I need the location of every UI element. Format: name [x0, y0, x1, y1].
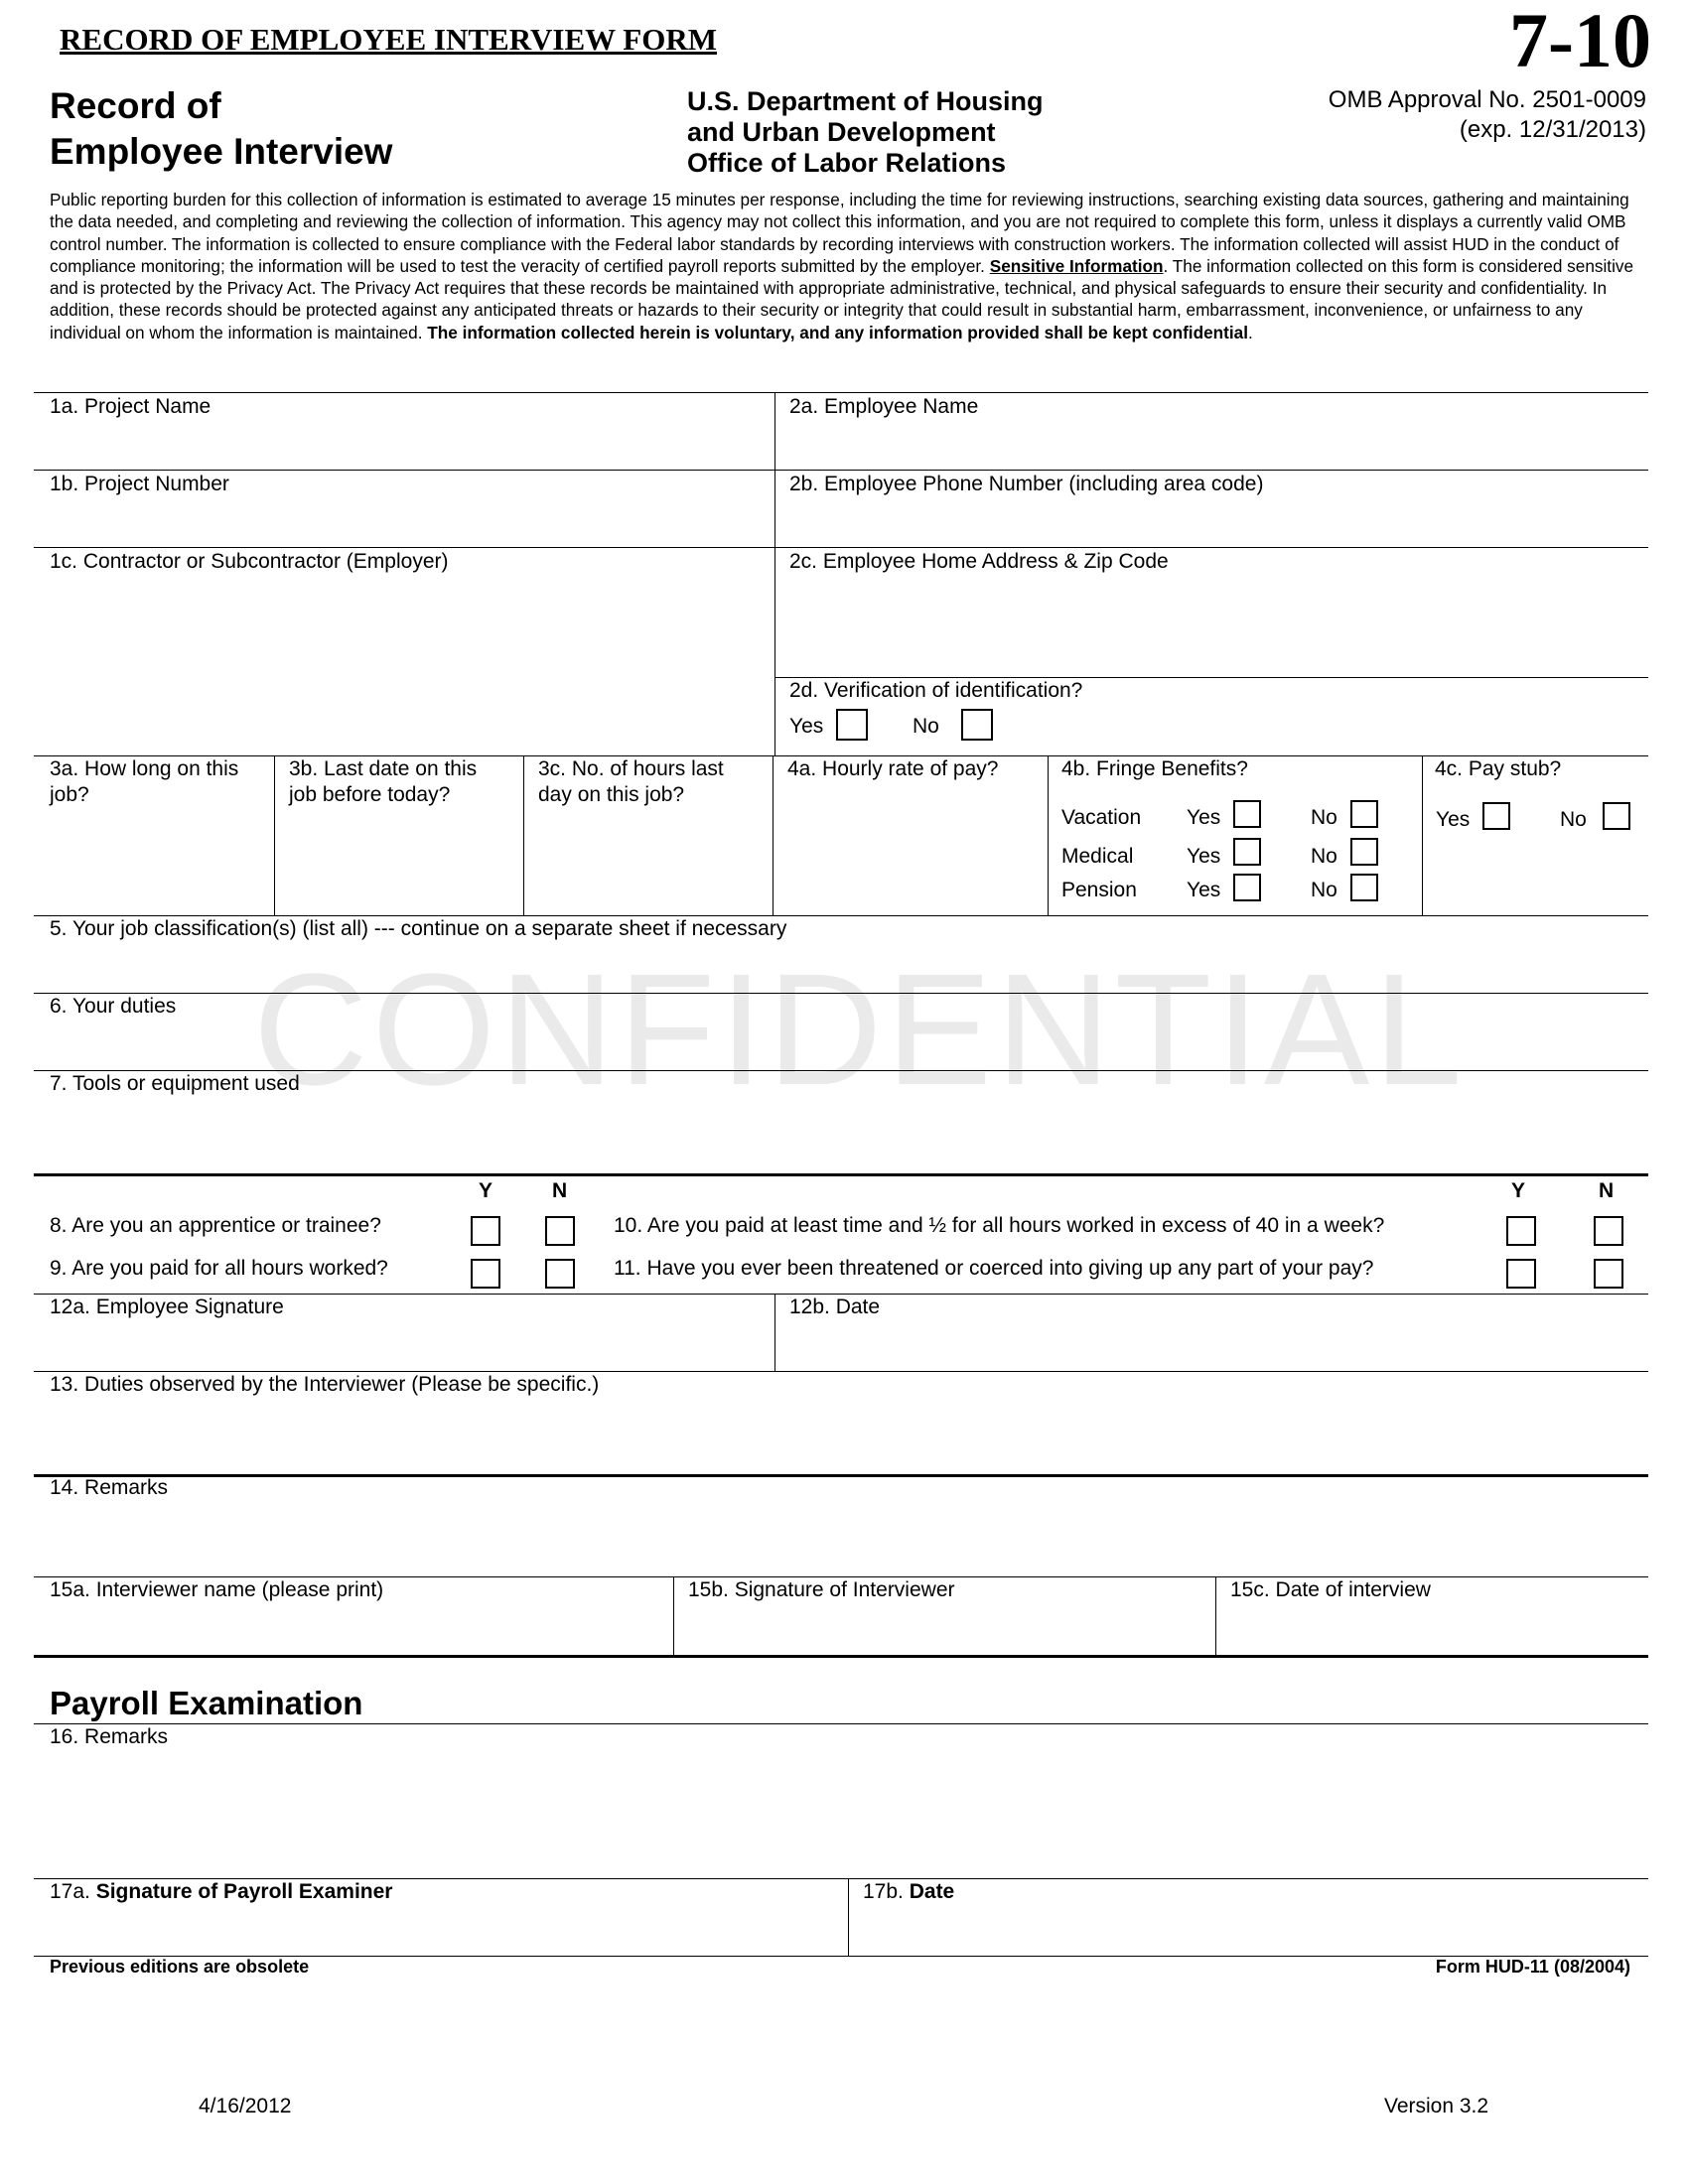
yes-column-header: Y: [1511, 1179, 1526, 1202]
hourly-rate-field[interactable]: [787, 756, 998, 782]
burden-text-2: . The information collected on this form is considered sensitive and is protected by the Privacy Act. The Privacy Act requires that these records be maintained with appropriate administrative, technical, and physical safeguards to ensure their security and confidentiality. In addition, these records should be protected against any anticipated threats or hazards to their security or integrity that could result in substantial harm, embarrassment, inconvenience, or unfairness to any individual on whom the information is maintained.: [50, 255, 1634, 342]
page-title-line2: Employee Interview: [50, 131, 393, 172]
omb-expiration: (exp. 12/31/2013): [1459, 116, 1646, 143]
pension-label: Pension: [1061, 879, 1137, 901]
interviewer-name-field[interactable]: [50, 1577, 383, 1603]
payroll-date-number: 17b.: [863, 1880, 904, 1903]
pay-stub-no-checkbox[interactable]: [1603, 802, 1630, 830]
divider: [34, 547, 1648, 548]
divider: [1048, 755, 1049, 915]
form-title: RECORD OF EMPLOYEE INTERVIEW FORM: [60, 22, 718, 57]
payroll-examiner-signature-number: 17a.: [50, 1880, 90, 1903]
divider: [1422, 755, 1423, 915]
question-overtime: 10. Are you paid at least time and ½ for all hours worked in excess of 40 in a week?: [614, 1214, 1385, 1237]
burden-period: .: [1247, 322, 1253, 342]
medical-label: Medical: [1061, 845, 1134, 868]
pay-stub-yes-checkbox[interactable]: [1482, 802, 1510, 830]
employee-address-field[interactable]: [789, 549, 1169, 575]
page-title-line1: Record of: [50, 85, 221, 126]
pension-no-label: No: [1311, 879, 1337, 901]
no-column-header: N: [552, 1179, 568, 1202]
employee-address-label: 2c. Employee Home Address & Zip Code: [789, 550, 1169, 573]
payroll-remarks-field[interactable]: [50, 1724, 168, 1750]
last-date-label-1: 3b. Last date on this: [289, 757, 478, 780]
divider: [773, 755, 774, 915]
interviewer-name-label: 15a. Interviewer name (please print): [50, 1578, 384, 1601]
vacation-no-checkbox[interactable]: [1350, 800, 1378, 828]
question-apprentice: 8. Are you an apprentice or trainee?: [50, 1214, 381, 1237]
job-classification-label: 5. Your job classification(s) (list all) --- continue on a separate sheet if necessary: [50, 917, 787, 940]
burden-confidential-notice: The information collected herein is voluntary, and any information provided shall be kept confidential: [427, 322, 1248, 342]
tools-field[interactable]: [50, 1071, 300, 1097]
divider: [34, 993, 1648, 994]
payroll-remarks-label: 16. Remarks: [50, 1725, 169, 1748]
divider: [848, 1878, 849, 1956]
pay-stub-no-label: No: [1560, 808, 1587, 831]
duties-field[interactable]: [50, 994, 176, 1020]
employee-phone-label: 2b. Employee Phone Number (including area code): [789, 473, 1264, 495]
verification-no-label: No: [913, 715, 939, 738]
medical-yes-label: Yes: [1187, 845, 1221, 868]
sensitive-information-label: Sensitive Information: [989, 255, 1164, 276]
vacation-yes-label: Yes: [1187, 806, 1221, 829]
yes-column-header: Y: [479, 1179, 493, 1202]
paid-all-hours-no-checkbox[interactable]: [545, 1259, 575, 1289]
omb-number: OMB Approval No. 2501-0009: [1328, 86, 1646, 113]
form-number: 7-10: [1509, 0, 1651, 83]
agency-line3: Office of Labor Relations: [687, 148, 1007, 178]
job-duration-label-2: job?: [50, 783, 89, 806]
pay-stub-label: 4c. Pay stub?: [1435, 757, 1562, 780]
hourly-rate-label: 4a. Hourly rate of pay?: [787, 757, 999, 780]
payroll-examiner-signature-field[interactable]: [50, 1879, 392, 1905]
hours-last-day-label-2: day on this job?: [538, 783, 685, 806]
coerced-yes-checkbox[interactable]: [1506, 1259, 1536, 1289]
interview-date-label: 15c. Date of interview: [1230, 1578, 1431, 1601]
fringe-benefits-label: 4b. Fringe Benefits?: [1061, 757, 1248, 780]
verification-yes-label: Yes: [789, 715, 824, 738]
job-classification-field[interactable]: [50, 916, 786, 942]
agency-line2: and Urban Development: [687, 117, 996, 147]
divider: [34, 1474, 1648, 1477]
divider: [774, 1294, 775, 1371]
divider: [523, 755, 524, 915]
divider: [274, 755, 275, 915]
last-date-label-2: job before today?: [289, 783, 451, 806]
apprentice-no-checkbox[interactable]: [545, 1216, 575, 1246]
project-name-field[interactable]: [50, 394, 211, 420]
previous-editions-note: Previous editions are obsolete: [50, 1957, 310, 1977]
remarks-field[interactable]: [50, 1475, 168, 1501]
remarks-label: 14. Remarks: [50, 1476, 169, 1499]
signature-date-field[interactable]: [789, 1295, 880, 1320]
duties-observed-label: 13. Duties observed by the Interviewer (Please be specific.): [50, 1373, 600, 1396]
divider: [673, 1576, 674, 1655]
interview-date-field[interactable]: [1230, 1577, 1431, 1603]
last-date-field[interactable]: [289, 756, 477, 808]
employee-signature-field[interactable]: [50, 1295, 284, 1320]
pension-yes-checkbox[interactable]: [1233, 874, 1261, 901]
vacation-no-label: No: [1311, 806, 1337, 829]
omb-approval: [1192, 85, 1646, 145]
verification-no-checkbox[interactable]: [961, 709, 993, 741]
agency-line1: U.S. Department of Housing: [687, 86, 1044, 116]
interviewer-signature-label: 15b. Signature of Interviewer: [688, 1578, 955, 1601]
contractor-field[interactable]: [50, 549, 448, 575]
medical-yes-checkbox[interactable]: [1233, 838, 1261, 866]
payroll-examination-heading: Payroll Examination: [50, 1685, 363, 1721]
project-number-label: 1b. Project Number: [50, 473, 229, 495]
employee-name-field[interactable]: [789, 394, 978, 420]
payroll-date-field[interactable]: [863, 1879, 954, 1905]
job-duration-label-1: 3a. How long on this: [50, 757, 239, 780]
duties-label: 6. Your duties: [50, 995, 177, 1018]
medical-no-label: No: [1311, 845, 1337, 868]
overtime-no-checkbox[interactable]: [1594, 1216, 1623, 1246]
vacation-yes-checkbox[interactable]: [1233, 800, 1261, 828]
vacation-label: Vacation: [1061, 806, 1142, 829]
coerced-no-checkbox[interactable]: [1594, 1259, 1623, 1289]
employee-signature-label: 12a. Employee Signature: [50, 1296, 284, 1318]
payroll-date-label: Date: [909, 1880, 955, 1903]
divider: [774, 392, 775, 755]
page-title: [50, 83, 392, 175]
version-number: Version 3.2: [1384, 2095, 1489, 2117]
burden-statement: [50, 189, 1648, 343]
job-duration-field[interactable]: [50, 756, 238, 808]
apprentice-yes-checkbox[interactable]: [471, 1216, 500, 1246]
question-coerced: 11. Have you ever been threatened or coerced into giving up any part of your pay?: [614, 1257, 1374, 1280]
overtime-yes-checkbox[interactable]: [1506, 1216, 1536, 1246]
duties-observed-field[interactable]: [50, 1372, 599, 1398]
question-paid-all-hours: 9. Are you paid for all hours worked?: [50, 1257, 388, 1280]
divider: [34, 470, 1648, 471]
confidential-watermark: CONFIDENTIAL: [253, 940, 1467, 1118]
pay-stub-yes-label: Yes: [1436, 808, 1471, 831]
revision-date: 4/16/2012: [199, 2095, 292, 2117]
hours-last-day-label-1: 3c. No. of hours last: [538, 757, 724, 780]
verification-yes-checkbox[interactable]: [836, 709, 868, 741]
tools-label: 7. Tools or equipment used: [50, 1072, 300, 1095]
divider: [34, 1173, 1648, 1176]
medical-no-checkbox[interactable]: [1350, 838, 1378, 866]
divider: [34, 1723, 1648, 1724]
burden-text-1: Public reporting burden for this collection of information is estimated to average 15 minutes per response, including the time for reviewing instructions, searching existing data sources, gathering and maintaining the data needed, and completing and reviewing the collection of information. This agency may not collect this information, and you are not required to complete this form, unless it displays a currently valid OMB control number. The information is collected to ensure compliance with the Federal labor standards by recording interviews with construction workers. The information collected will assist HUD in the conduct of compliance monitoring; the information will be used to test the veracity of certified payroll reports submitted by the employer.: [50, 190, 1629, 276]
divider: [34, 1655, 1648, 1658]
project-number-field[interactable]: [50, 472, 229, 497]
signature-date-label: 12b. Date: [789, 1296, 881, 1318]
employee-name-label: 2a. Employee Name: [789, 395, 979, 418]
pension-yes-label: Yes: [1187, 879, 1221, 901]
interviewer-signature-field[interactable]: [688, 1577, 955, 1603]
payroll-examiner-signature-label: Signature of Payroll Examiner: [95, 1880, 393, 1903]
verification-label: 2d. Verification of identification?: [789, 679, 1083, 702]
hours-last-day-field[interactable]: [538, 756, 724, 808]
divider: [1215, 1576, 1216, 1655]
form-id: Form HUD-11 (08/2004): [1435, 1957, 1630, 1977]
paid-all-hours-yes-checkbox[interactable]: [471, 1259, 500, 1289]
employee-phone-field[interactable]: [789, 472, 1263, 497]
agency-name: [687, 86, 1044, 179]
project-name-label: 1a. Project Name: [50, 395, 211, 418]
divider: [34, 392, 1648, 393]
pension-no-checkbox[interactable]: [1350, 874, 1378, 901]
contractor-label: 1c. Contractor or Subcontractor (Employer): [50, 550, 449, 573]
no-column-header: N: [1599, 1179, 1615, 1202]
